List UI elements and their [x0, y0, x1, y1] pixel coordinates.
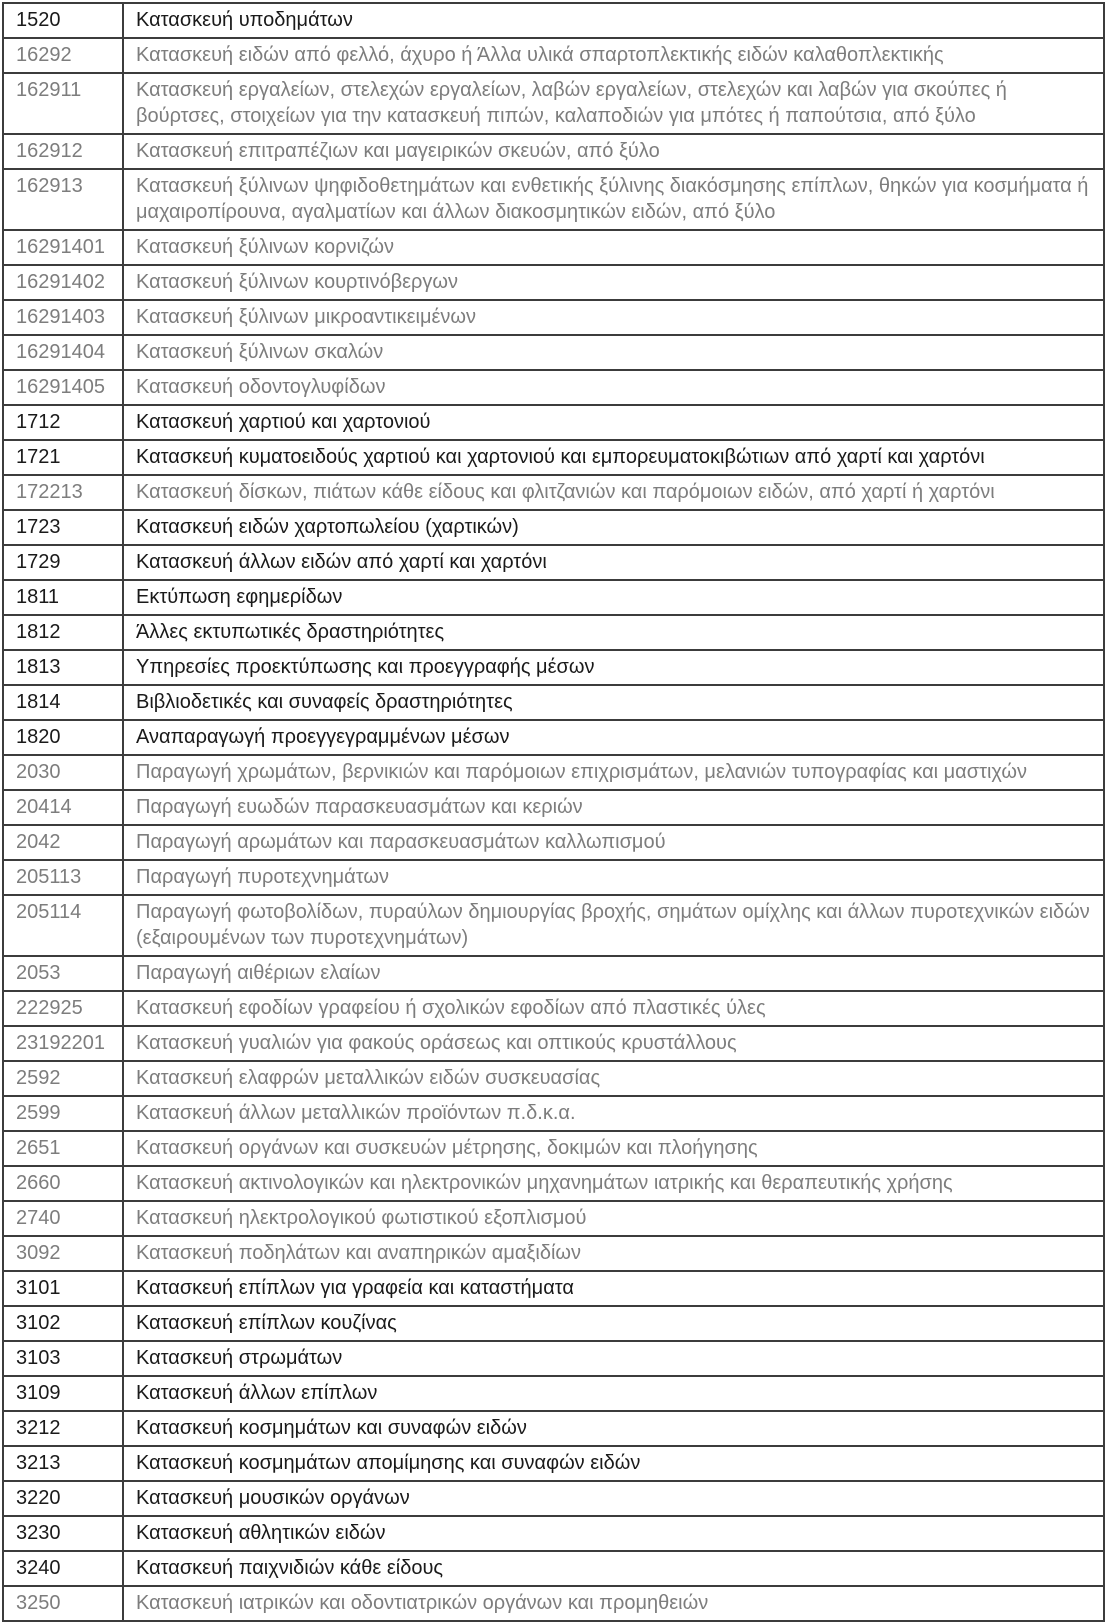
- activity-code-cell: 3250: [3, 1586, 123, 1621]
- activity-code-cell: 205114: [3, 895, 123, 956]
- activity-description-cell: Κατασκευή εφοδίων γραφείου ή σχολικών εφοδίων από πλαστικές ύλες: [123, 991, 1104, 1026]
- table-row: [3, 650, 1104, 685]
- table-row: [3, 545, 1104, 580]
- table-row: [3, 790, 1104, 825]
- activity-code-cell: 162911: [3, 73, 123, 134]
- table-row: [3, 1516, 1104, 1551]
- activity-description-cell: Κατασκευή ξύλινων σκαλών: [123, 335, 1104, 370]
- activity-code-cell: 222925: [3, 991, 123, 1026]
- activity-code-cell: 1811: [3, 580, 123, 615]
- table-row: [3, 1096, 1104, 1131]
- activity-code-cell: 3220: [3, 1481, 123, 1516]
- activity-description-cell: Κατασκευή ακτινολογικών και ηλεκτρονικών μηχανημάτων ιατρικής και θεραπευτικής χρήσης: [123, 1166, 1104, 1201]
- activity-codes-table-body: [3, 3, 1104, 1621]
- table-row: [3, 1166, 1104, 1201]
- activity-code-cell: 20414: [3, 790, 123, 825]
- activity-code-cell: 3102: [3, 1306, 123, 1341]
- activity-code-cell: 3213: [3, 1446, 123, 1481]
- table-row: [3, 1376, 1104, 1411]
- activity-description-cell: Κατασκευή επιτραπέζιων και μαγειρικών σκευών, από ξύλο: [123, 134, 1104, 169]
- table-row: [3, 1306, 1104, 1341]
- table-row: [3, 38, 1104, 73]
- activity-code-cell: 3103: [3, 1341, 123, 1376]
- activity-description-cell: Κατασκευή ξύλινων ψηφιδοθετημάτων και ενθετικής ξύλινης διακόσμησης επίπλων, θηκών για κοσμήματα ή μαχαιροπίρουνα, αγαλματίων και άλλων διακοσμητικών ειδών, από ξύλο: [123, 169, 1104, 230]
- activity-code-cell: 2030: [3, 755, 123, 790]
- activity-code-cell: 16292: [3, 38, 123, 73]
- table-row: [3, 1271, 1104, 1306]
- activity-code-cell: 3109: [3, 1376, 123, 1411]
- table-row: [3, 991, 1104, 1026]
- activity-description-cell: Κατασκευή οδοντογλυφίδων: [123, 370, 1104, 405]
- table-row: [3, 1341, 1104, 1376]
- activity-code-cell: 1729: [3, 545, 123, 580]
- activity-description-cell: Κατασκευή ξύλινων μικροαντικειμένων: [123, 300, 1104, 335]
- activity-code-cell: 1520: [3, 3, 123, 38]
- activity-description-cell: Κατασκευή οργάνων και συσκευών μέτρησης, δοκιμών και πλοήγησης: [123, 1131, 1104, 1166]
- activity-code-cell: 3092: [3, 1236, 123, 1271]
- table-row: [3, 580, 1104, 615]
- activity-description-cell: Άλλες εκτυπωτικές δραστηριότητες: [123, 615, 1104, 650]
- activity-description-cell: Παραγωγή χρωμάτων, βερνικιών και παρόμοιων επιχρισμάτων, μελανιών τυπογραφίας και μαστιχών: [123, 755, 1104, 790]
- activity-code-cell: 1813: [3, 650, 123, 685]
- activity-description-cell: Κατασκευή ξύλινων κουρτινόβεργων: [123, 265, 1104, 300]
- activity-description-cell: Αναπαραγωγή προεγγεγραμμένων μέσων: [123, 720, 1104, 755]
- activity-code-cell: 162912: [3, 134, 123, 169]
- table-row: [3, 1586, 1104, 1621]
- activity-description-cell: Παραγωγή φωτοβολίδων, πυραύλων δημιουργίας βροχής, σημάτων ομίχλης και άλλων πυροτεχνικών ειδών (εξαιρουμένων των πυροτεχνημάτων): [123, 895, 1104, 956]
- activity-description-cell: Εκτύπωση εφημερίδων: [123, 580, 1104, 615]
- table-row: [3, 895, 1104, 956]
- activity-description-cell: Κατασκευή ειδών χαρτοπωλείου (χαρτικών): [123, 510, 1104, 545]
- table-row: [3, 265, 1104, 300]
- activity-description-cell: Κατασκευή ποδηλάτων και αναπηρικών αμαξιδίων: [123, 1236, 1104, 1271]
- activity-description-cell: Βιβλιοδετικές και συναφείς δραστηριότητες: [123, 685, 1104, 720]
- activity-description-cell: Κατασκευή κοσμημάτων απομίμησης και συναφών ειδών: [123, 1446, 1104, 1481]
- activity-code-cell: 1814: [3, 685, 123, 720]
- activity-code-cell: 16291402: [3, 265, 123, 300]
- activity-code-cell: 2053: [3, 956, 123, 991]
- activity-description-cell: Υπηρεσίες προεκτύπωσης και προεγγραφής μέσων: [123, 650, 1104, 685]
- table-row: [3, 1411, 1104, 1446]
- activity-description-cell: Κατασκευή εργαλείων, στελεχών εργαλείων, λαβών εργαλείων, στελεχών και λαβών για σκούπες ή βούρτσες, στοιχείων για την κατασκευή πιπών, καλαποδιών για μπότες ή παπούτσια, από ξύλο: [123, 73, 1104, 134]
- table-row: [3, 1236, 1104, 1271]
- activity-code-cell: 16291401: [3, 230, 123, 265]
- activity-code-cell: 172213: [3, 475, 123, 510]
- activity-description-cell: Κατασκευή ελαφρών μεταλλικών ειδών συσκευασίας: [123, 1061, 1104, 1096]
- activity-description-cell: Κατασκευή άλλων ειδών από χαρτί και χαρτόνι: [123, 545, 1104, 580]
- table-row: [3, 720, 1104, 755]
- activity-code-cell: 23192201: [3, 1026, 123, 1061]
- activity-code-cell: 2042: [3, 825, 123, 860]
- activity-code-cell: 1712: [3, 405, 123, 440]
- table-row: [3, 825, 1104, 860]
- activity-description-cell: Κατασκευή ειδών από φελλό, άχυρο ή Άλλα υλικά σπαρτοπλεκτικής ειδών καλαθοπλεκτικής: [123, 38, 1104, 73]
- activity-description-cell: Παραγωγή πυροτεχνημάτων: [123, 860, 1104, 895]
- activity-description-cell: Παραγωγή αρωμάτων και παρασκευασμάτων καλλωπισμού: [123, 825, 1104, 860]
- table-row: [3, 169, 1104, 230]
- table-row: [3, 405, 1104, 440]
- activity-code-cell: 16291405: [3, 370, 123, 405]
- activity-description-cell: Κατασκευή μουσικών οργάνων: [123, 1481, 1104, 1516]
- activity-description-cell: Κατασκευή ξύλινων κορνιζών: [123, 230, 1104, 265]
- table-row: [3, 3, 1104, 38]
- activity-description-cell: Κατασκευή επίπλων κουζίνας: [123, 1306, 1104, 1341]
- activity-description-cell: Κατασκευή ηλεκτρολογικού φωτιστικού εξοπλισμού: [123, 1201, 1104, 1236]
- activity-code-cell: 2651: [3, 1131, 123, 1166]
- table-row: [3, 755, 1104, 790]
- table-row: [3, 860, 1104, 895]
- activity-description-cell: Κατασκευή γυαλιών για φακούς οράσεως και οπτικούς κρυστάλλους: [123, 1026, 1104, 1061]
- table-row: [3, 510, 1104, 545]
- table-row: [3, 685, 1104, 720]
- activity-description-cell: Κατασκευή άλλων επίπλων: [123, 1376, 1104, 1411]
- table-row: [3, 370, 1104, 405]
- table-row: [3, 1061, 1104, 1096]
- table-row: [3, 1551, 1104, 1586]
- table-row: [3, 1201, 1104, 1236]
- activity-description-cell: Κατασκευή ιατρικών και οδοντιατρικών οργάνων και προμηθειών: [123, 1586, 1104, 1621]
- activity-description-cell: Παραγωγή αιθέριων ελαίων: [123, 956, 1104, 991]
- activity-description-cell: Κατασκευή υποδημάτων: [123, 3, 1104, 38]
- activity-code-cell: 3230: [3, 1516, 123, 1551]
- table-row: [3, 956, 1104, 991]
- activity-code-cell: 205113: [3, 860, 123, 895]
- activity-codes-table: [2, 2, 1105, 1622]
- activity-description-cell: Κατασκευή κοσμημάτων και συναφών ειδών: [123, 1411, 1104, 1446]
- activity-code-cell: 16291404: [3, 335, 123, 370]
- table-row: [3, 615, 1104, 650]
- activity-code-cell: 1723: [3, 510, 123, 545]
- table-row: [3, 335, 1104, 370]
- activity-code-cell: 3101: [3, 1271, 123, 1306]
- activity-code-cell: 2599: [3, 1096, 123, 1131]
- activity-code-cell: 162913: [3, 169, 123, 230]
- activity-description-cell: Παραγωγή ευωδών παρασκευασμάτων και κεριών: [123, 790, 1104, 825]
- table-row: [3, 1446, 1104, 1481]
- activity-code-cell: 2592: [3, 1061, 123, 1096]
- activity-code-cell: 2740: [3, 1201, 123, 1236]
- table-row: [3, 230, 1104, 265]
- activity-description-cell: Κατασκευή άλλων μεταλλικών προϊόντων π.δ.κ.α.: [123, 1096, 1104, 1131]
- table-row: [3, 73, 1104, 134]
- table-row: [3, 1131, 1104, 1166]
- table-row: [3, 440, 1104, 475]
- activity-description-cell: Κατασκευή αθλητικών ειδών: [123, 1516, 1104, 1551]
- table-row: [3, 134, 1104, 169]
- activity-code-cell: 1820: [3, 720, 123, 755]
- activity-description-cell: Κατασκευή χαρτιού και χαρτονιού: [123, 405, 1104, 440]
- table-row: [3, 1026, 1104, 1061]
- activity-code-cell: 3240: [3, 1551, 123, 1586]
- activity-code-cell: 2660: [3, 1166, 123, 1201]
- activity-code-cell: 3212: [3, 1411, 123, 1446]
- activity-description-cell: Κατασκευή δίσκων, πιάτων κάθε είδους και φλιτζανιών και παρόμοιων ειδών, από χαρτί ή χαρτόνι: [123, 475, 1104, 510]
- activity-code-cell: 1721: [3, 440, 123, 475]
- table-row: [3, 475, 1104, 510]
- activity-description-cell: Κατασκευή παιχνιδιών κάθε είδους: [123, 1551, 1104, 1586]
- activity-description-cell: Κατασκευή κυματοειδούς χαρτιού και χαρτονιού και εμπορευματοκιβώτιων από χαρτί και χαρτόνι: [123, 440, 1104, 475]
- table-row: [3, 1481, 1104, 1516]
- activity-description-cell: Κατασκευή επίπλων για γραφεία και καταστήματα: [123, 1271, 1104, 1306]
- table-row: [3, 300, 1104, 335]
- activity-code-cell: 1812: [3, 615, 123, 650]
- activity-code-cell: 16291403: [3, 300, 123, 335]
- activity-description-cell: Κατασκευή στρωμάτων: [123, 1341, 1104, 1376]
